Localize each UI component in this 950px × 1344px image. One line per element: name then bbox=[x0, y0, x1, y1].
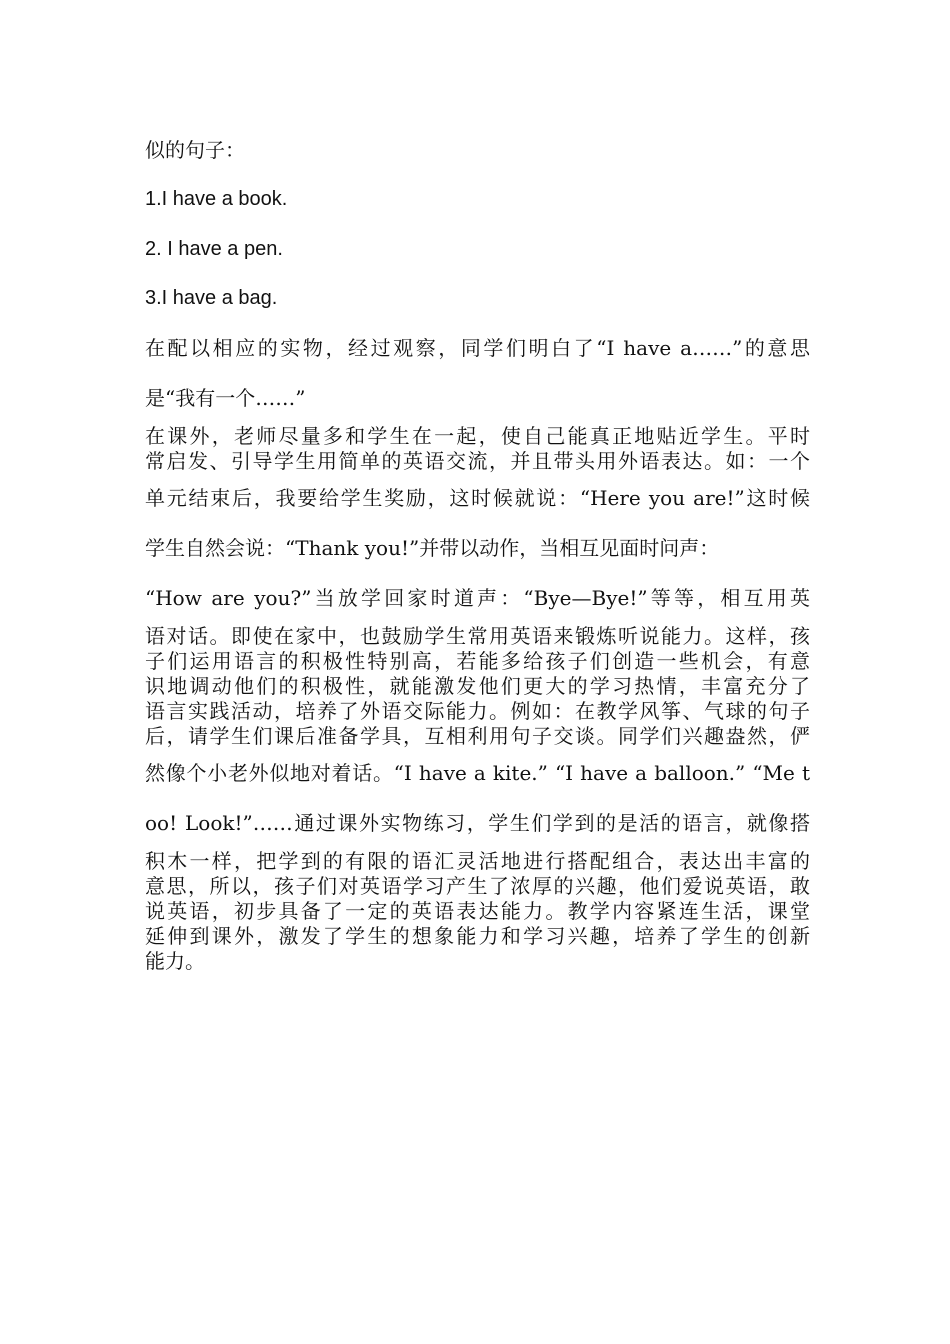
text-line-17: 然像个小老外似地对着话。“I have a kite.” “I have a balloon.” “Me t bbox=[145, 761, 810, 785]
text-line-12: 语对话。即使在家中，也鼓励学生常用英语来锻炼听说能力。这样，孩 bbox=[145, 624, 810, 648]
text-line-7: 在课外，老师尽量多和学生在一起，使自己能真正地贴近学生。平时 bbox=[145, 424, 810, 448]
text-line-5: 在配以相应的实物，经过观察，同学们明白了“I have a……”的意思 bbox=[145, 336, 810, 360]
example-sentence-3: 3.I have a bag. bbox=[145, 287, 278, 309]
text-line-22: 延伸到课外，激发了学生的想象能力和学习兴趣，培养了学生的创新 bbox=[145, 924, 810, 948]
text-line-19: 积木一样，把学到的有限的语汇灵活地进行搭配组合，表达出丰富的 bbox=[145, 849, 810, 873]
text-line-20: 意思，所以，孩子们对英语学习产生了浓厚的兴趣，他们爱说英语，敢 bbox=[145, 874, 810, 898]
text-line-1: 似的句子： bbox=[145, 138, 245, 162]
text-line-9: 单元结束后，我要给学生奖励，这时候就说：“Here you are!”这时候 bbox=[145, 486, 810, 510]
text-line-14: 识地调动他们的积极性，就能激发他们更大的学习热情，丰富充分了 bbox=[145, 674, 810, 698]
example-sentence-2: 2. I have a pen. bbox=[145, 238, 283, 260]
text-line-21: 说英语，初步具备了一定的英语表达能力。教学内容紧连生活，课堂 bbox=[145, 899, 810, 923]
text-line-11: “How are you?”当放学回家时道声：“Bye—Bye!”等等，相互用英 bbox=[145, 586, 810, 610]
text-line-10: 学生自然会说：“Thank you!”并带以动作，当相互见面时问声： bbox=[145, 536, 720, 560]
text-line-16: 后，请学生们课后准备学具，互相利用句子交谈。同学们兴趣盎然，俨 bbox=[145, 724, 810, 748]
text-line-18: oo! Look!”……通过课外实物练习，学生们学到的是活的语言，就像搭 bbox=[145, 811, 810, 835]
text-line-6: 是“我有一个……” bbox=[145, 386, 306, 410]
text-line-13: 子们运用语言的积极性特别高，若能多给孩子们创造一些机会，有意 bbox=[145, 649, 810, 673]
text-line-8: 常启发、引导学生用简单的英语交流，并且带头用外语表达。如：一个 bbox=[145, 449, 810, 473]
example-sentence-1: 1.I have a book. bbox=[145, 188, 288, 210]
text-line-15: 语言实践活动，培养了外语交际能力。例如：在教学风筝、气球的句子 bbox=[145, 699, 810, 723]
text-line-23: 能力。 bbox=[145, 949, 205, 973]
